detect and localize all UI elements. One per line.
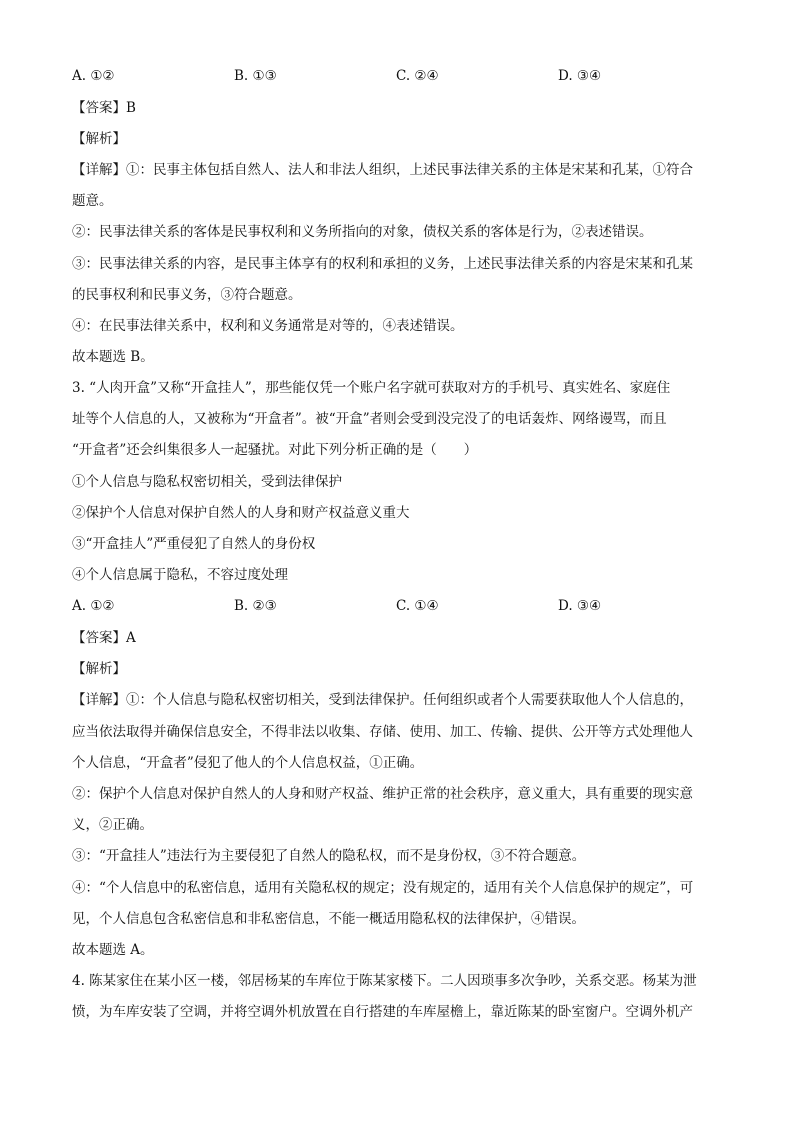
option-a: A. ①②: [72, 68, 115, 84]
prev-detail-line: ②：民事法律关系的客体是民事权利和义务所指向的对象，债权关系的客体是行为，②表述错误。: [72, 224, 653, 240]
prev-question-options: [72, 66, 732, 86]
q3-item: ②保护个人信息对保护自然人的人身和财产权益意义重大: [72, 505, 410, 521]
q3-conclusion: 故本题选 A。: [72, 942, 154, 958]
option-c: C. ①④: [396, 598, 439, 614]
q3-stem-line: 3. “人肉开盒”又称“开盒挂人”，那些能仅凭一个账户名字就可获取对方的手机号、真实姓名、家庭住: [72, 380, 671, 396]
q4-stem-line: 4. 陈某家住在某小区一楼，邻居杨某的车库位于陈某家楼下。二人因琐事多次争吵，关系交恶。杨某为泄: [72, 973, 697, 989]
option-c: C. ②④: [396, 68, 439, 84]
prev-detail-line: 题意。: [72, 193, 113, 209]
option-d: D. ③④: [558, 598, 602, 614]
option-d: D. ③④: [558, 68, 602, 84]
q3-item: ①个人信息与隐私权密切相关，受到法律保护: [72, 474, 342, 490]
q3-item: ③“开盒挂人”严重侵犯了自然人的身份权: [72, 536, 316, 552]
q3-detail-line: 见，个人信息包含私密信息和非私密信息，不能一概适用隐私权的法律保护，④错误。: [72, 911, 585, 927]
prev-detail-line: ③：民事法律关系的内容，是民事主体享有的权利和承担的义务，上述民事法律关系的内容是宋某和孔某: [72, 256, 693, 272]
q3-stem-line: 址等个人信息的人，又被称为“开盒者”。被“开盒”者则会受到没完没了的电话轰炸、网络谩骂，而且: [72, 411, 667, 427]
q3-detail-line: 个人信息，“开盒者”侵犯了他人的个人信息权益，①正确。: [72, 755, 424, 771]
prev-analysis-tag: 【解析】: [72, 131, 126, 147]
q3-detail-line: ②：保护个人信息对保护自然人的人身和财产权益、维护正常的社会秩序，意义重大，具有重要的现实意: [72, 786, 693, 802]
prev-answer: 【答案】B: [72, 100, 136, 116]
prev-conclusion: 故本题选 B。: [72, 349, 154, 365]
q3-options: [72, 596, 732, 616]
q3-detail-line: 应当依法取得并确保信息安全，不得非法以收集、存储、使用、加工、传输、提供、公开等方式处理他人: [72, 724, 693, 740]
option-a: A. ①②: [72, 598, 115, 614]
option-b: B. ①③: [234, 68, 277, 84]
prev-detail-line: 的民事权利和民事义务，③符合题意。: [72, 287, 302, 303]
prev-detail-line: 【详解】①：民事主体包括自然人、法人和非法人组织，上述民事法律关系的主体是宋某和孔某，①符合: [72, 162, 693, 178]
q3-detail-line: 【详解】①：个人信息与隐私权密切相关，受到法律保护。任何组织或者个人需要获取他人个人信息的，: [72, 692, 693, 708]
q3-analysis-tag: 【解析】: [72, 661, 126, 677]
q3-item: ④个人信息属于隐私，不容过度处理: [72, 567, 288, 583]
option-b: B. ②③: [234, 598, 277, 614]
q3-detail-line: ③：“开盒挂人”违法行为主要侵犯了自然人的隐私权，而不是身份权，③不符合题意。: [72, 848, 586, 864]
q3-detail-line: 义，②正确。: [72, 817, 153, 833]
q3-answer: 【答案】A: [72, 630, 136, 646]
q3-detail-line: ④：“个人信息中的私密信息，适用有关隐私权的规定；没有规定的，适用有关个人信息保护的规定”，可: [72, 880, 694, 896]
q4-stem-line: 愤，为车库安装了空调，并将空调外机放置在自行搭建的车库屋檐上，靠近陈某的卧室窗户。空调外机产: [72, 1004, 693, 1020]
prev-detail-line: ④：在民事法律关系中，权利和义务通常是对等的，④表述错误。: [72, 318, 464, 334]
q3-stem-line: “开盒者”还会纠集很多人一起骚扰。对此下列分析正确的是（ ）: [72, 442, 478, 458]
